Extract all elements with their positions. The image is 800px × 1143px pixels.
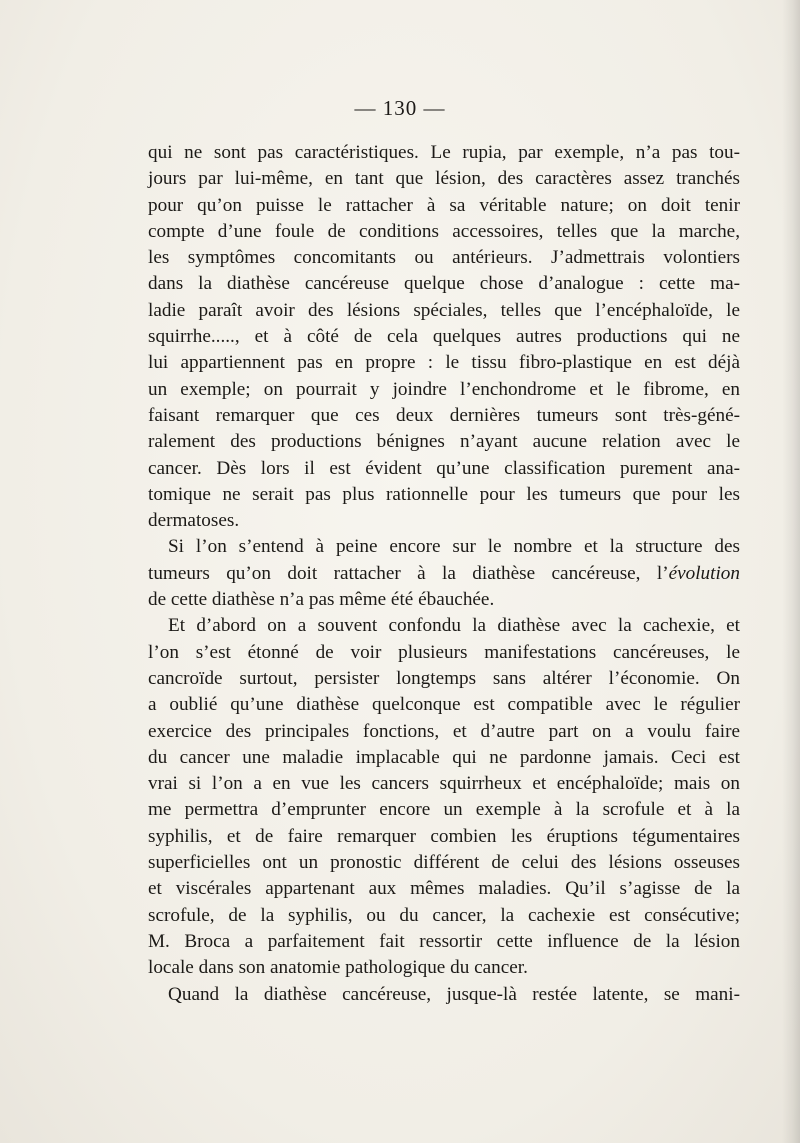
text-line: de cette diathèse n’a pas même été ébauchée. xyxy=(148,589,495,611)
text-line: Si l’on s’entend à peine encore sur le nombre et la structure des xyxy=(168,536,740,558)
page-number: — 130 — xyxy=(354,96,446,120)
text-line: superficielles ont un pronostic différent de celui des lésions osseuses xyxy=(148,852,740,874)
text-line: scrofule, de la syphilis, ou du cancer, la cachexie est consécutive; xyxy=(148,904,740,926)
text-line: vrai si l’on a en vue les cancers squirrheux et encéphaloïde; mais on xyxy=(148,773,740,795)
paragraph-1 xyxy=(148,140,740,534)
text-line: M. Broca a parfaitement fait ressortir cette influence de la lésion xyxy=(148,930,740,952)
paragraph-4 xyxy=(148,982,740,1008)
text-line: pour qu’on puisse le rattacher à sa véritable nature; on doit tenir xyxy=(148,194,740,216)
text-line: ladie paraît avoir des lésions spéciales, telles que l’encéphaloïde, le xyxy=(148,299,740,321)
text-line: exercice des principales fonctions, et d’autre part on a voulu faire xyxy=(148,720,740,742)
text-line: cancroïde surtout, persister longtemps sans altérer l’économie. On xyxy=(148,667,740,689)
text-line: ralement des productions bénignes n’ayant aucune relation avec le xyxy=(148,431,740,453)
text-line: jours par lui-même, en tant que lésion, des caractères assez tranchés xyxy=(148,168,740,190)
text-line-with-italic xyxy=(148,561,740,587)
text-line: dermatoses. xyxy=(148,510,240,532)
text-line: tomique ne serait pas plus rationnelle pour les tumeurs que pour les xyxy=(148,483,740,505)
text-line: lui appartiennent pas en propre : le tissu fibro-plastique en est déjà xyxy=(148,352,740,374)
text-line: a oublié qu’une diathèse quelconque est compatible avec le régulier xyxy=(148,694,740,716)
text-line: et viscérales appartenant aux mêmes maladies. Qu’il s’agisse de la xyxy=(148,878,740,900)
body-text xyxy=(148,140,740,1008)
italic-word: évolution xyxy=(668,562,740,584)
text-line: syphilis, et de faire remarquer combien les éruptions tégumentaires xyxy=(148,825,740,847)
text-line-part: tumeurs qu’on doit rattacher à la diathèse cancéreuse, l’ xyxy=(148,562,669,584)
paragraph-3 xyxy=(148,613,740,981)
text-line: me permettra d’emprunter encore un exemple à la scrofule et à la xyxy=(148,799,740,821)
page-edge-shadow xyxy=(782,0,800,1143)
text-line: les symptômes concomitants ou antérieurs. J’admettrais volontiers xyxy=(148,247,740,269)
text-line: du cancer une maladie implacable qui ne pardonne jamais. Ceci est xyxy=(148,746,740,768)
text-line: qui ne sont pas caractéristiques. Le rupia, par exemple, n’a pas tou- xyxy=(148,142,740,163)
text-line: Et d’abord on a souvent confondu la diathèse avec la cachexie, et xyxy=(168,615,740,637)
paragraph-2 xyxy=(148,534,740,613)
text-line: squirrhe....., et à côté de cela quelques autres productions qui ne xyxy=(148,326,740,348)
text-line: cancer. Dès lors il est évident qu’une classification purement ana- xyxy=(148,457,740,479)
text-line: un exemple; on pourrait y joindre l’enchondrome et le fibrome, en xyxy=(148,378,740,400)
text-line: l’on s’est étonné de voir plusieurs manifestations cancéreuses, le xyxy=(148,641,740,663)
text-line: locale dans son anatomie pathologique du cancer. xyxy=(148,957,528,979)
text-line: Quand la diathèse cancéreuse, jusque-là restée latente, se mani- xyxy=(168,983,740,1005)
text-line: compte d’une foule de conditions accessoires, telles que la marche, xyxy=(148,220,740,242)
text-line: dans la diathèse cancéreuse quelque chose d’analogue : cette ma- xyxy=(148,273,740,295)
text-line: faisant remarquer que ces deux dernières tumeurs sont très-géné- xyxy=(148,404,740,426)
